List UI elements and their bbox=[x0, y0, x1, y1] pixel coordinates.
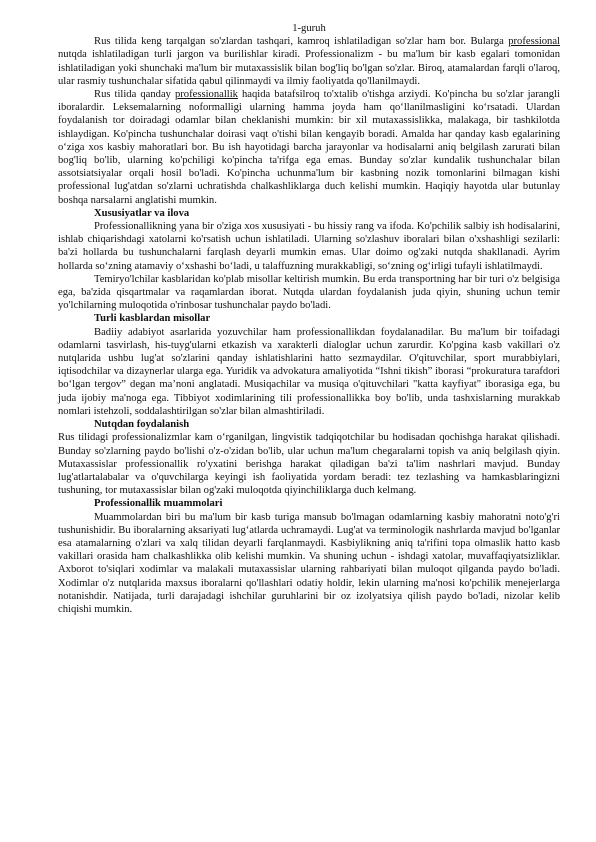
paragraph-features: Professionallikning yana bir o'ziga xos xususiyati - bu hissiy rang va ifoda. Ko'pchilik salbiy ish hodisalarini, ishlab chiqarishdagi xatolarni ko'rsatish uchun ishlatiladi. Ularning so'zlashuv iboralari bilan o'xshashligi sezilarli: ba'zi hollarda bu tushunchalarni farqlash deyarli mumkin emas. Ular doimo og'zaki nutqda shakllanadi. Ayrim hollarda so‘zning atamaviy o‘xshashi bo‘ladi, u talaffuzning murakkabligi, so‘zning og‘irligi tufayli ishlatilmaydi. bbox=[58, 221, 560, 272]
paragraph-text: haqida batafsilroq to'xtalib o'tishga arziydi. Ko'pincha bu so'zlar jarangli iboralardir. Leksemalarning noformalligi ularning hamma joyda ham qo‘llanilmasligini ko‘rsatadi. Ulardan foydalanish tor doiradagi odamlar bilan cheklanishi mumkin: bir xil mutaxassislikka, malakaga, bir tashkilotda ishlaydigan. Ko'pincha tushunchalar doirasi vaqt o'tishi bilan kengayib boradi. Amalda har qanday kasb egalarining o‘ziga xos kasbiy mahoratlari bor. Bu ish hayotidagi barcha jarayonlar va hodisalarni aniq belgilash zarurati bilan bog'liq bo'lib, ularning ko'pchiligi ko'pincha ta'rifga ega emas. Bunday so'zlar kundalik tushunchalar bilan assotsiatsiyalar orqali hosil bo'ladi. Ko'pincha uchunma'lum bir kasbning nozik tomonlarini bilmagan kishi professional lug'atdan so'zlarni uchratishda chalkashliklarga duch kelishi mumkin. Haqiqiy hayotda ular butunlay boshqa narsalarni anglatishi mumkin. bbox=[58, 89, 560, 206]
paragraph-text: Rus tilida keng tarqalgan so'zlardan tashqari, kamroq ishlatiladigan so'zlar ham bor. Bularga bbox=[94, 36, 509, 48]
section-heading-usage: Nutqdan foydalanish bbox=[94, 419, 190, 431]
professionallik-link[interactable]: professionallik bbox=[174, 89, 238, 101]
paragraph-text: nutqda ishlatiladigan turli jargon va burilishlar kiradi. Professionalizm - bu ma'lum bir kasb egalari tomonidan ishlatiladigan yoki shunchaki ma'lum bir mutaxassislik bilan bog'liq bo'lgan so'zlar. Biroq, atamalardan farqli o'laroq, ular rasmiy tushunchalar sifatida qabul qilinmaydi va ilmiy faoliyatda qo'llanilmaydi. bbox=[58, 49, 560, 87]
paragraph-problems: Muammolardan biri bu ma'lum bir kasb turiga mansub bo'lmagan odamlarning kasbiy mahoratni noto'g'ri tushunishidir. Bu iboralarning aksariyati lug‘atlarda uchramaydi. Lug'at va terminologik nashrlarda mavjud bo'lganlar esa atamalarning o'zlari va xalq tilidan deyarli farqlanmaydi. Kasbiylikning aniq ta'rifini topa olmaslik hatto kasb vakillari orasida ham chalkashlikka olib kelishi mumkin. Va shuning uchun - ishdagi xatolar, muvaffaqiyatsizliklar. Axborot to'siqlari xodimlar va malakali mutaxassislar ularning rahbariyati bilan muloqot qilganda paydo bo'ladi. Xodimlar o'z nutqlarida maxsus iboralarni qo'llashlari odatiy holdir, lekin ularning ma'nosi ko'pchilik menejerlarga notanishdir. Natijada, turli darajadagi ishchilar guruhlarini bir oz izolyatsiya qilish paydo bo'ladi, nizolar kelib chiqishi mumkin. bbox=[58, 511, 560, 615]
group-title: 1-guruh bbox=[292, 23, 326, 34]
paragraph-intro bbox=[58, 35, 560, 88]
paragraph-text: Rus tilida qanday bbox=[94, 89, 175, 101]
paragraph-usage: Rus tilidagi professionalizmlar kam o‘rganilgan, lingvistik tadqiqotchilar bu hodisadan qochishga harakat qilishadi. Bunday so'zlarning paydo bo'lishi o'z-o'zidan bo'lib, ular uchun ma'lum chegaralarni topish va aniq belgilash qiyin. Mutaxassislar professionallik ro'yxatini berishga harakat qiladigan ba'zi ta'lim nashrlari mavjud. Bunday lug'atlartalabalar va o'quvchilarga keyingi ish faoliyatida yordam beradi: tez tezlashing va hamkasblaringizni tushuning, tor mutaxassislar bilan og'zaki muloqotda qiyinchiliklarga duch kelmang. bbox=[58, 432, 560, 497]
section-heading-examples: Turli kasblardan misollar bbox=[94, 313, 211, 325]
paragraph-professionallik bbox=[58, 88, 560, 207]
section-heading-features: Xususiyatlar va ilova bbox=[94, 207, 190, 219]
paragraph-examples: Badiiy adabiyot asarlarida yozuvchilar ham professionallikdan foydalanadilar. Bu ma'lum bir toifadagi odamlarni tasvirlash, his-tuyg'ularni etkazish va xarakterli dialoglar uchun zarurdir. Ko'pgina kasb vakillari o'z nutqlarida ushbu lug'at so'zlarini qanday ishlatishlarini hatto sezmaydilar. O'qituvchilar, sport murabbiylari, iqtisodchilar va dizaynerlar ularga ega. Yuridik va advokatura amaliyotida “Ishni tikish” iborasi “prokuratura tarafdori bo‘lgan tergov” degan ma’noni anglatadi. Musiqachilar va musiqa o'qituvchilari "katta kayfiyat" iborasiga ega, bu juda ijobiy ma'noga ega. Tibbiyot xodimlarining tili professionallikka boy bo'lib, unda tashxislarning murakkab nomlari istehzoli, soddalashtirilgan so'zlar bilan almashtiriladi. bbox=[58, 326, 560, 417]
paragraph-railway: Temiryo'lchilar kasblaridan ko'plab misollar keltirish mumkin. Bu erda transportning har bir turi o'z belgisiga ega, ba'zida qisqartmalar va raqamlardan iborat. Nutqda ulardan foydalanish juda qiyin, shuning uchun temir yo'lchilarning muloqotida o'rinbosar tushunchalar paydo bo'ladi. bbox=[58, 273, 560, 312]
section-heading-problems: Professionallik muammolari bbox=[94, 498, 223, 510]
professional-link[interactable]: professional bbox=[508, 36, 560, 48]
